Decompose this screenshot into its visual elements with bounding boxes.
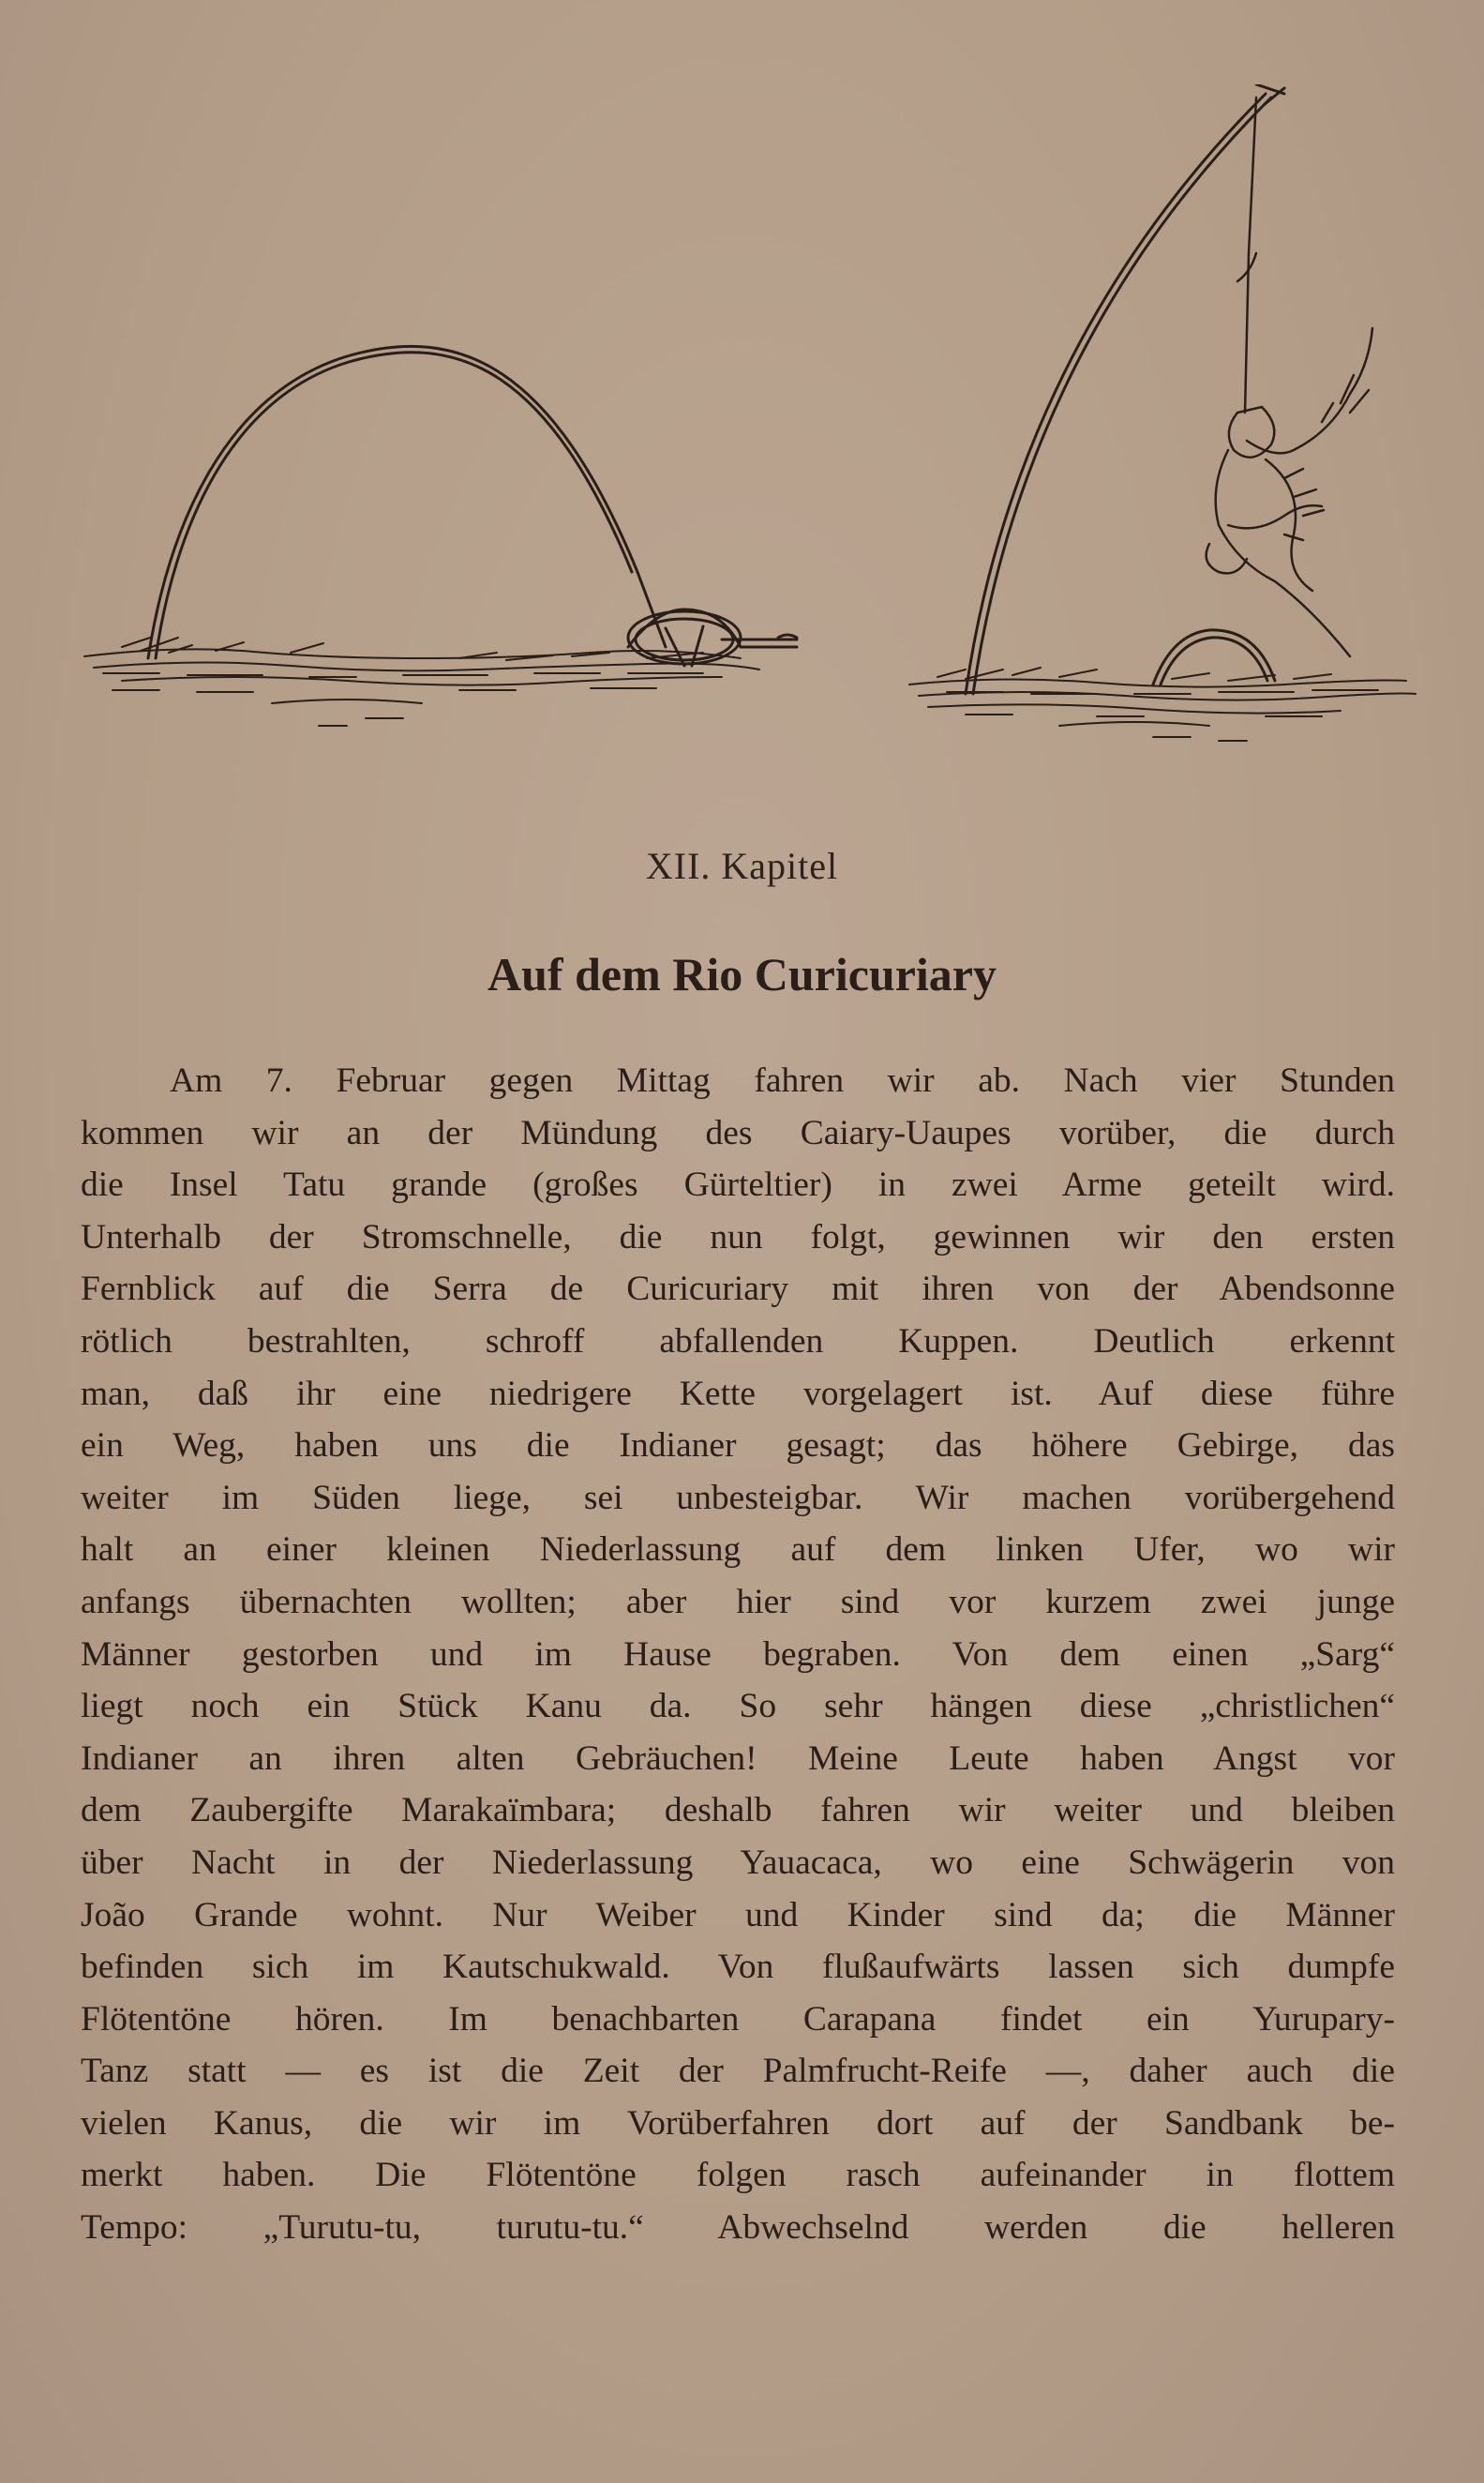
caught-bird: [1207, 328, 1372, 656]
text-line: man, daß ihr eine niedrigere Kette vorgelagert ist. Auf diese führe: [81, 1374, 1395, 1413]
right-snare-ring: [1153, 630, 1275, 685]
chapter-title: Auf dem Rio Curicuriary: [487, 948, 997, 1001]
text-line: Fernblick auf die Serra de Curicuriary mit ihren von der Abendsonne: [81, 1270, 1395, 1309]
left-bent-sapling: [148, 346, 637, 658]
text-line: Tanz statt — es ist die Zeit der Palmfrucht-Reife —, daher auch die: [81, 2052, 1395, 2091]
text-line: rötlich bestrahlten, schroff abfallenden Kuppen. Deutlich erkennt: [81, 1321, 1395, 1361]
bird-trap-illustration: [66, 84, 1425, 760]
text-line: vielen Kanus, die wir im Vorüberfahren dort auf der Sandbank be-: [81, 2103, 1395, 2143]
text-line: kommen wir an der Mündung des Caiary-Uaupes vorüber, die durch: [81, 1113, 1395, 1152]
left-ground-hatching: [84, 638, 759, 726]
text-line: Flötentöne hören. Im benachbarten Carapana findet ein Yurupary-: [81, 1999, 1395, 2039]
text-line: halt an einer kleinen Niederlassung auf dem linken Ufer, wo wir: [81, 1530, 1395, 1570]
right-released-pole: [966, 84, 1284, 694]
text-line: Männer gestorben und im Hause begraben. Von dem einen „Sarg“: [81, 1634, 1395, 1674]
right-hanging-string: [1237, 98, 1256, 413]
text-line: merkt haben. Die Flötentöne folgen rasch aufeinander in flottem: [81, 2156, 1395, 2195]
text-line: die Insel Tatu grande (großes Gürteltier) in zwei Arme geteilt wird.: [81, 1166, 1395, 1205]
text-line: João Grande wohnt. Nur Weiber und Kinder sind da; die Männer: [81, 1895, 1395, 1934]
text-line: Unterhalb der Stromschnelle, die nun folgt, gewinnen wir den ersten: [81, 1217, 1395, 1257]
body-text: [81, 1055, 1395, 2254]
text-line: liegt noch ein Stück Kanu da. So sehr hängen diese „christlichen“: [81, 1687, 1395, 1726]
text-line: befinden sich im Kautschukwald. Von flußaufwärts lassen sich dumpfe: [81, 1948, 1395, 1987]
text-line: dem Zaubergifte Marakaïmbara; deshalb fahren wir weiter und bleiben: [81, 1791, 1395, 1830]
text-line: weiter im Süden liege, sei unbesteigbar. Wir machen vorübergehend: [81, 1478, 1395, 1517]
text-line: Tempo: „Turutu-tu, turutu-tu.“ Abwechselnd werden die helleren: [81, 2208, 1395, 2248]
text-line: Indianer an ihren alten Gebräuchen! Meine Leute haben Angst vor: [81, 1738, 1395, 1778]
text-line: anfangs übernachten wollten; aber hier sind vor kurzem zwei junge: [81, 1582, 1395, 1621]
text-line: ein Weg, haben uns die Indianer gesagt; das höhere Gebirge, das: [81, 1426, 1395, 1466]
text-line: über Nacht in der Niederlassung Yauacaca, wo eine Schwägerin von: [81, 1843, 1395, 1882]
text-line: Am 7. Februar gegen Mittag fahren wir ab. Nach vier Stunden: [170, 1061, 1395, 1100]
chapter-number: XII. Kapitel: [645, 845, 839, 887]
